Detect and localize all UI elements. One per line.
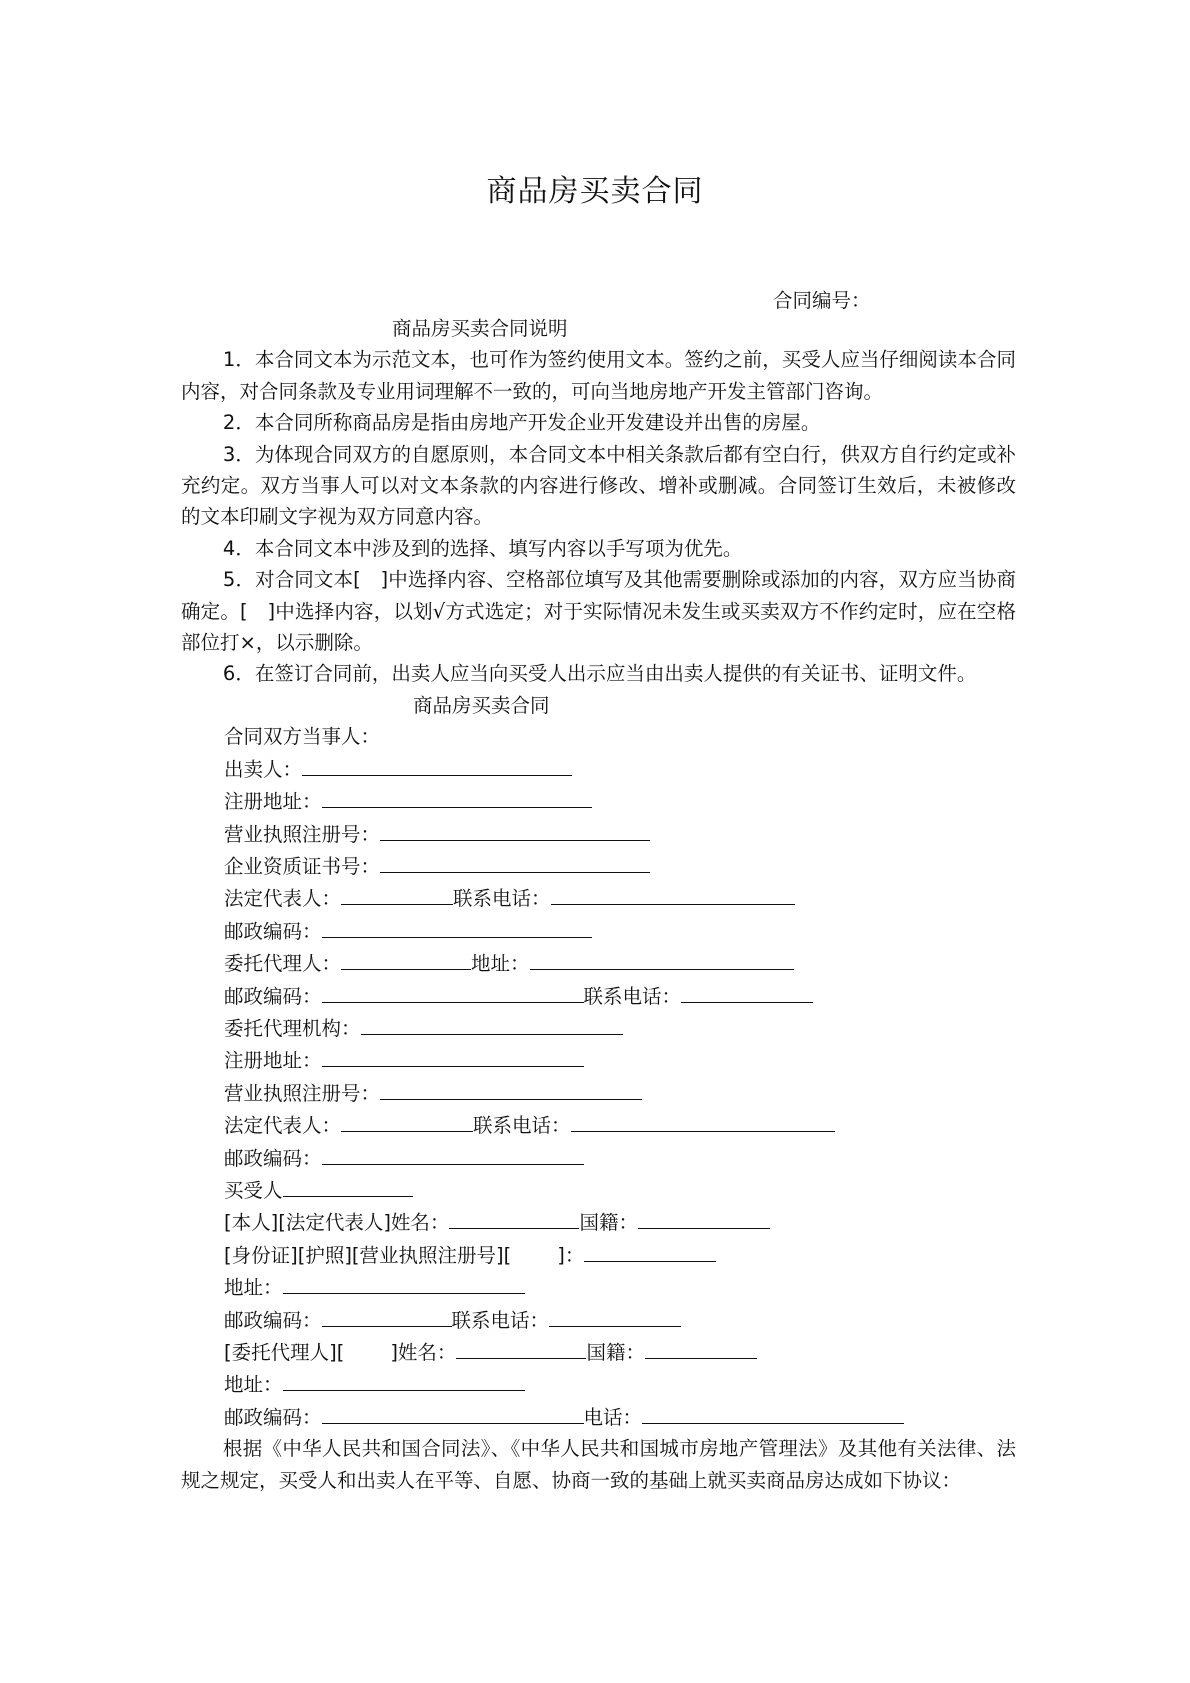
parties-label: 合同双方当事人： (224, 725, 381, 749)
agency-reg-address-row (181, 1044, 1016, 1076)
agency-row (181, 1012, 1016, 1044)
agency-phone-blank[interactable] (571, 1109, 835, 1132)
document-title: 商品房买卖合同 (486, 174, 704, 209)
buyer-nationality-label: 国籍： (579, 1211, 638, 1235)
seller-agent-row (181, 947, 1016, 979)
buyer-name-row (181, 1206, 1016, 1238)
buyer-postcode-row (181, 1304, 1016, 1336)
agency-label: 委托代理机构： (224, 1016, 361, 1040)
seller-phone-blank[interactable] (551, 882, 795, 905)
buyer-agent-phone-label: 电话： (583, 1405, 643, 1429)
explanation-item-5: 5．对合同文本[ ]中选择内容、空格部位填写及其他需要删除或添加的内容，双方应当协商确定。[ ]中选择内容，以划√方式选定；对于实际情况未发生或买卖双方不作约定时，应在空格部位打×，以示删除。 (181, 568, 1016, 655)
explanation-item-1: 1．本合同文本为示范文本，也可作为签约使用文本。签约之前，买受人应当仔细阅读本合同内容，对合同条款及专业用词理解不一致的，可向当地房地产开发主管部门咨询。 (181, 348, 1016, 403)
seller-agent-address-label: 地址： (471, 952, 530, 976)
explanation-heading: 商品房买卖合同说明 (392, 317, 568, 340)
explanation-item-2: 2．本合同所称商品房是指由房地产开发企业开发建设并出售的房屋。 (222, 411, 821, 435)
buyer-id-blank[interactable] (584, 1239, 716, 1262)
seller-license-label: 营业执照注册号： (224, 822, 381, 846)
seller-legal-rep-label: 法定代表人： (224, 887, 342, 911)
contract-number-label: 合同编号： (773, 289, 871, 312)
agency-reg-address-blank[interactable] (322, 1044, 584, 1067)
agency-reg-address-label: 注册地址： (224, 1049, 322, 1073)
seller-agent-postcode-label: 邮政编码： (224, 984, 322, 1008)
contract-preamble: 根据《中华人民共和国合同法》、《中华人民共和国城市房地产管理法》及其他有关法律、法规之规定，买受人和出卖人在平等、自愿、协商一致的基础上就买卖商品房达成如下协议： (181, 1437, 1016, 1492)
seller-blank[interactable] (302, 753, 572, 776)
buyer-agent-name-label: ]姓名： (390, 1341, 457, 1364)
buyer-agent-nationality-label: 国籍： (586, 1341, 645, 1364)
buyer-agent-address-blank[interactable] (283, 1368, 525, 1391)
seller-agent-phone-blank[interactable] (681, 980, 813, 1003)
buyer-blank[interactable] (283, 1174, 413, 1197)
contract-heading: 商品房买卖合同 (413, 693, 550, 717)
buyer-id-row (181, 1239, 1016, 1271)
seller-qualification-blank[interactable] (380, 850, 650, 873)
agency-legal-rep-row (181, 1109, 1016, 1141)
buyer-postcode-blank[interactable] (322, 1304, 452, 1327)
seller-agent-blank[interactable] (341, 947, 471, 970)
explanation-item-3: 3．为体现合同双方的自愿原则，本合同文本中相关条款后都有空白行，供双方自行约定或补充约定。双方当事人可以对文本条款的内容进行修改、增补或删减。合同签订生效后，未被修改的文本印刷文字视为双方同意内容。 (181, 442, 1016, 529)
seller-agent-address-blank[interactable] (530, 947, 794, 970)
buyer-postcode-label: 邮政编码： (224, 1308, 322, 1332)
buyer-address-row (181, 1271, 1016, 1303)
explanation-item-6: 6．在签订合同前，出卖人应当向买受人出示应当由出卖人提供的有关证书、证明文件。 (222, 662, 977, 686)
agency-phone-label: 联系电话： (473, 1114, 571, 1138)
seller-postcode-row (181, 915, 1016, 947)
agency-license-row (181, 1077, 1016, 1109)
buyer-agent-address-label: 地址： (224, 1373, 283, 1397)
buyer-id-label: [身份证][护照][营业执照注册号][ (224, 1243, 512, 1267)
buyer-address-blank[interactable] (283, 1271, 525, 1294)
document-body (181, 313, 1016, 1496)
buyer-agent-postcode-label: 邮政编码： (224, 1405, 322, 1429)
agency-postcode-label: 邮政编码： (224, 1146, 322, 1170)
buyer-id-label-close: ]： (557, 1243, 585, 1267)
buyer-nationality-blank[interactable] (638, 1206, 770, 1229)
seller-qualification-label: 企业资质证书号： (224, 854, 381, 878)
buyer-name-blank[interactable] (449, 1206, 579, 1229)
buyer-agent-postcode-row (181, 1401, 1016, 1433)
seller-label: 出卖人： (224, 757, 303, 781)
seller-postcode-blank[interactable] (322, 915, 592, 938)
agency-license-blank[interactable] (380, 1077, 642, 1100)
seller-license-row (181, 818, 1016, 850)
buyer-name-label: [本人][法定代表人]姓名： (224, 1211, 450, 1235)
buyer-address-label: 地址： (224, 1276, 283, 1300)
agency-legal-rep-label: 法定代表人： (224, 1114, 342, 1138)
seller-reg-address-label: 注册地址： (224, 790, 322, 814)
agency-postcode-row (181, 1142, 1016, 1174)
buyer-agent-label: [委托代理人][ (224, 1341, 345, 1364)
seller-agent-label: 委托代理人： (224, 952, 342, 976)
buyer-phone-blank[interactable] (549, 1304, 681, 1327)
agency-postcode-blank[interactable] (322, 1142, 584, 1165)
buyer-agent-nationality-blank[interactable] (645, 1336, 757, 1359)
explanation-item-4: 4．本合同文本中涉及到的选择、填写内容以手写项为优先。 (222, 536, 743, 560)
agency-license-label: 营业执照注册号： (224, 1081, 381, 1105)
buyer-phone-label: 联系电话： (451, 1308, 550, 1332)
seller-reg-address-row (181, 785, 1016, 817)
agency-legal-rep-blank[interactable] (341, 1109, 473, 1132)
seller-agent-postcode-blank[interactable] (322, 980, 584, 1003)
buyer-agent-address-row (181, 1368, 1016, 1400)
seller-agent-phone-label: 联系电话： (583, 984, 682, 1008)
buyer-agent-postcode-blank[interactable] (322, 1401, 584, 1424)
seller-qualification-row (181, 850, 1016, 882)
buyer-row (181, 1174, 1016, 1206)
buyer-agent-phone-blank[interactable] (642, 1401, 904, 1424)
seller-legal-rep-row (181, 882, 1016, 914)
seller-postcode-label: 邮政编码： (224, 919, 322, 943)
seller-row (181, 753, 1016, 785)
buyer-agent-row (181, 1336, 1016, 1368)
buyer-agent-name-blank[interactable] (456, 1336, 586, 1359)
seller-reg-address-blank[interactable] (322, 785, 592, 808)
seller-phone-label: 联系电话： (453, 887, 551, 911)
seller-legal-rep-blank[interactable] (341, 882, 453, 905)
buyer-label: 买受人 (224, 1178, 283, 1202)
seller-agent-postcode-row (181, 980, 1016, 1012)
agency-blank[interactable] (361, 1012, 623, 1035)
seller-license-blank[interactable] (380, 818, 650, 841)
